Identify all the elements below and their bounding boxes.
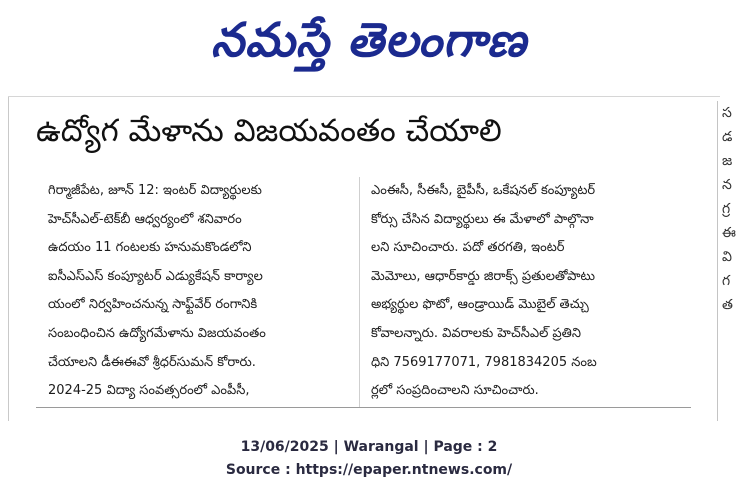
article-line: మెమోలు, ఆధార్‌కార్డు జిరాక్స్ ప్రతులతోపాటు (371, 268, 596, 284)
article-line: హెచ్‌సీఎల్-టెక్‌బీ ఆధ్వర్యంలో శనివారం (48, 211, 242, 227)
article-bottom-rule (36, 407, 691, 408)
fragment-char: జ (722, 153, 733, 169)
fragment-char: ఈ (722, 225, 736, 241)
article-column-right (371, 177, 691, 406)
footer-date-edition: 13/06/2025 | Warangal | Page : 2 (240, 439, 498, 455)
article-line: 2024-25 విద్యా సంవత్సరంలో ఎంపీసీ, (48, 383, 250, 399)
fragment-char: వి (722, 249, 732, 265)
page-footer (0, 436, 738, 482)
footer-source-link[interactable]: Source : https://epaper.ntnews.com/ (225, 462, 513, 478)
fragment-char: న (722, 177, 732, 193)
article-line: ఉదయం 11 గంటలకు హనుమకొండలోని (48, 240, 252, 256)
article-column-left (48, 177, 368, 406)
fragment-char: డ (722, 129, 733, 145)
article-line: సంబంధించిన ఉద్యోగమేళాను విజయవంతం (48, 325, 266, 341)
article-line: కోర్సు చేసిన విద్యార్థులు ఈ మేళాలో పాల్గొనా (371, 211, 594, 227)
masthead (0, 0, 738, 92)
adjacent-article-fragment (717, 101, 738, 421)
article-headline: ఉద్యోగ మేళాను విజయవంతం చేయాలి (36, 113, 502, 149)
article-line: గిర్మాజీపేట, జూన్ 12: ఇంటర్ విద్యార్థులకు (48, 183, 262, 198)
clipping-left-edge (8, 97, 9, 421)
article-line: ఎంఈసీ, సీఈసీ, బైపీసీ, ఒకేషనల్ కంప్యూటర్ (371, 183, 596, 198)
fragment-char: గ (722, 273, 731, 289)
article-line: కోవాలన్నారు. వివరాలకు హెచ్‌సీఎల్ ప్రతిని (371, 325, 581, 341)
article-line: ర్లలో సంప్రదించాలని సూచించారు. (371, 383, 539, 399)
article-line: ఐసీఎస్ఎస్ కంప్యూటర్ ఎడ్యుకేషన్ కార్యాల (48, 268, 263, 284)
column-divider (359, 177, 360, 407)
fragment-char: త (722, 297, 733, 313)
article-line: చేయాలని డీఈఈవో శ్రీధర్‌సుమన్ కోరారు. (48, 354, 256, 370)
article-line: ధిని 7569177071, 7981834205 నంబ (371, 354, 597, 370)
masthead-title: నమస్తే తెలంగాణ (211, 13, 527, 68)
article-line: అభ్యర్థుల ఫొటో, ఆండ్రాయిడ్ మొబైల్ తెచ్చు (371, 297, 589, 313)
article-line: లని సూచించారు. పదో తరగతి, ఇంటర్ (371, 240, 565, 256)
article-line: యంలో నిర్వహించనున్న సాఫ్ట్‌వేర్ రంగానికి (48, 297, 258, 313)
fragment-char: స (722, 105, 732, 121)
news-clipping (8, 96, 736, 421)
fragment-char: గ్ర (722, 201, 731, 217)
